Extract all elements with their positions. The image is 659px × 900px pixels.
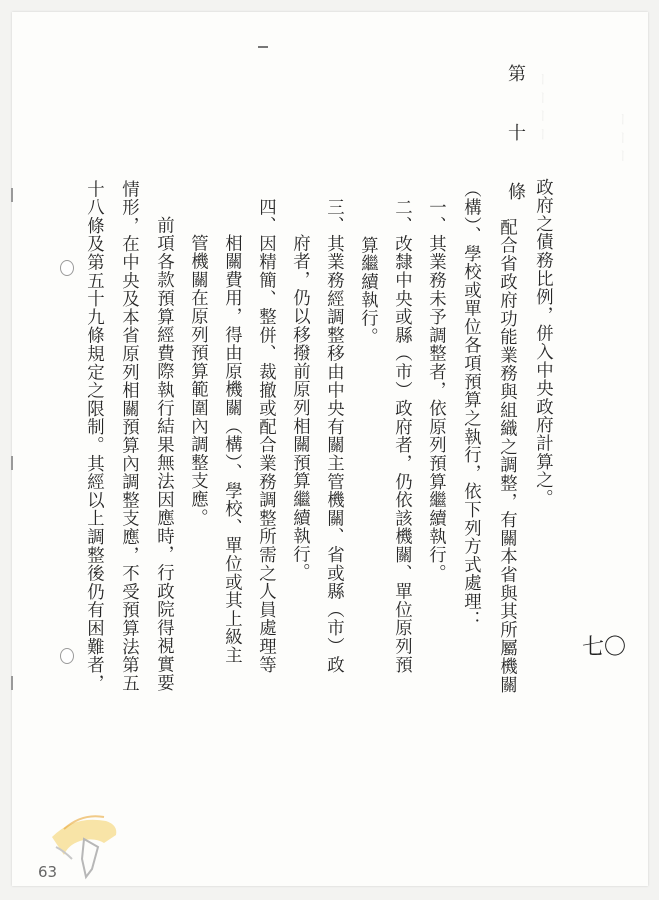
item-4-line-1: 四、因精簡、整併、裁撤或配合業務調整所需之人員處理等	[255, 198, 276, 674]
item-4-line-2: 相關費用，得由原機關（構）、學校、單位或其上級主	[221, 234, 242, 665]
binding-hole-lower	[60, 648, 74, 664]
item-2-line-2: 算繼續執行。	[357, 236, 378, 346]
show-through-text: ー ー ー	[614, 112, 630, 163]
margin-tick	[11, 676, 13, 690]
intro-line: 配合省政府功能業務與組織之調整，有關本省與其所屬機關	[496, 218, 517, 694]
corner-mark: 63	[38, 863, 58, 881]
show-through-text: ー ー ー ー	[534, 72, 550, 142]
closing-line-2: 情形，在中央及本省原列相關預算內調整支應，不受預算法第五	[118, 180, 139, 693]
item-3-line-2: 府者，仍以移撥前原列相關預算繼續執行。	[289, 234, 310, 582]
item-1: 一、其業務未予調整者，依原列預算繼續執行。	[425, 198, 446, 583]
item-2-line-1: 二、改隸中央或縣（市）政府者，仍依該機關、單位原列預	[391, 198, 412, 674]
binding-hole-upper	[60, 260, 74, 276]
document-page	[12, 12, 648, 886]
archive-logo-icon	[34, 807, 129, 882]
margin-tick	[11, 456, 13, 470]
closing-line-3: 十八條及第五十九條規定之限制。其經以上調整後仍有困難者，	[83, 180, 104, 693]
item-3-line-1: 三、其業務經調整移由中央有關主管機關、省或縣（市）政	[323, 198, 344, 674]
intro-continuation-line: （構）、學校或單位各項預算之執行，依下列方式處理：	[460, 180, 481, 629]
item-4-line-3: 管機關在原列預算範圍內調整支應。	[187, 234, 208, 527]
article-heading: 第 十 條	[505, 64, 526, 210]
margin-tick	[11, 188, 13, 202]
intro-tail-line: 政府之債務比例，併入中央政府計算之。	[532, 178, 553, 508]
page-number: 七〇	[582, 635, 627, 660]
top-mark	[258, 46, 268, 48]
closing-line-1: 前項各款預算經費際執行結果無法因應時，行政院得視實要	[153, 216, 174, 692]
